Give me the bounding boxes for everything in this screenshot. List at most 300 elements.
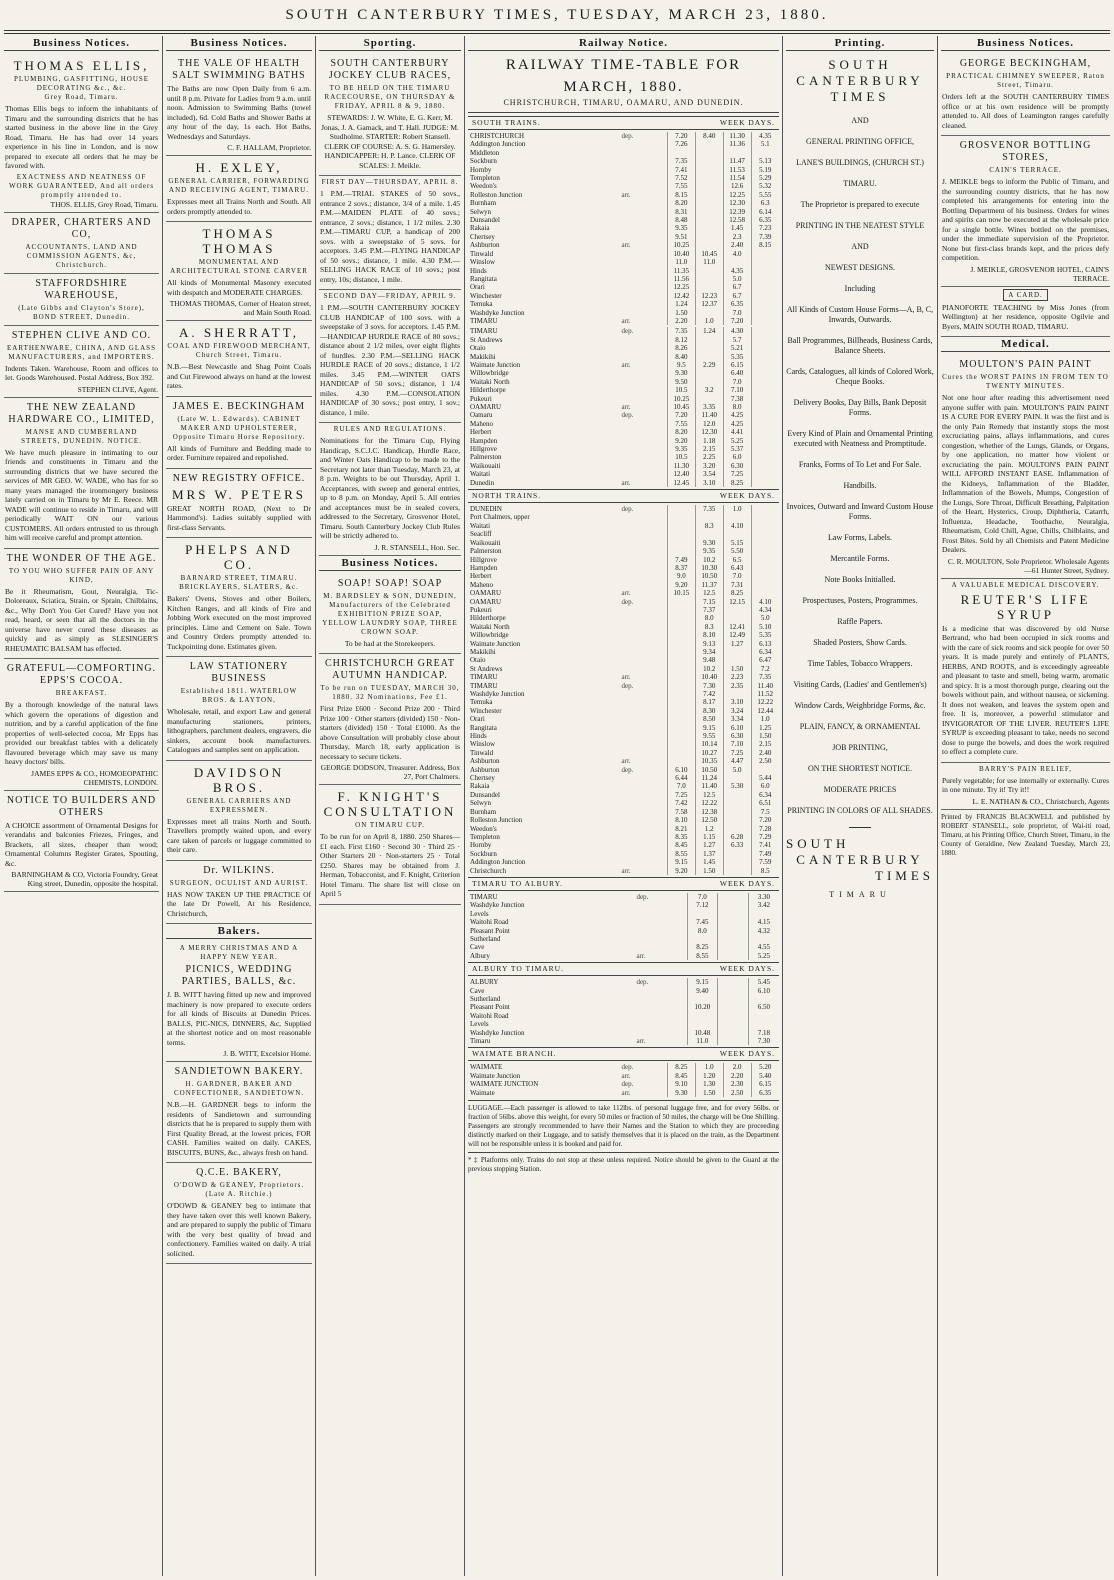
ad-body: The Baths are now Open Daily from 6 a.m. until 8 p.m. Private for Ladies from 9 a.m. until noon. Admission to Swimming Baths (towel included), 6d. Cold Baths and Shower Baths at any hour of the day, 1s each. Hot Baths, Wednesdays and Saturdays. <box>167 84 311 141</box>
train-time <box>751 378 779 386</box>
station-name: Ashburton <box>470 765 500 774</box>
station-name: Waimate Junction <box>470 360 521 369</box>
station-name: Waitohi Road <box>470 918 509 927</box>
train-time: 5.21 <box>723 344 751 352</box>
train-time: 5.0 <box>723 275 751 283</box>
timetable-row <box>468 166 779 174</box>
train-time: 8.10 <box>695 631 723 639</box>
timetable-row <box>468 1020 779 1028</box>
week-days-label: WEEK DAYS. <box>719 1049 775 1059</box>
train-time: 7.0 <box>687 893 718 901</box>
timetable-row <box>468 707 779 715</box>
timetable-row <box>468 132 779 140</box>
station-name: Hampden <box>470 563 498 572</box>
printing-item: ON THE SHORTEST NOTICE. <box>807 764 913 773</box>
train-time <box>667 740 695 748</box>
timetable-row <box>468 174 779 182</box>
train-time <box>751 327 779 335</box>
arr-dep <box>620 816 668 824</box>
timetable-row <box>468 833 779 841</box>
train-time: 7.20 <box>751 816 779 824</box>
ad-body: Expresses meet all trains North and South. Travellers promptly waited upon, and every care taken of parcels or luggage committed to their care. <box>167 816 311 854</box>
ad-reuters-life-syrup <box>941 579 1110 763</box>
column-printing <box>786 36 934 1576</box>
train-time <box>723 799 751 807</box>
station-name: Hillgrove <box>470 445 497 454</box>
ad-signature: C. R. MOULTON, Sole Proprietor. Wholesale Agents—61 Hunter Street, Sydney. <box>947 556 1109 575</box>
timetable-row <box>468 901 779 909</box>
ad-title: NOTICE TO BUILDERS AND OTHERS <box>6 794 157 818</box>
arr-dep: arr. <box>621 190 631 199</box>
ad-title: GROSVENOR BOTTLING STORES, <box>959 140 1092 163</box>
train-time <box>667 707 695 715</box>
station-name: TIMARU <box>470 673 498 682</box>
station-name: Herbert <box>470 572 492 581</box>
printing-item: Franks, Forms of To Let and For Sale. <box>798 460 922 469</box>
train-time: 4.10 <box>751 598 779 606</box>
train-time: 2.23 <box>723 673 751 681</box>
arr-dep <box>620 437 668 445</box>
station-name: Rolleston Junction <box>470 816 523 825</box>
train-time: 6.34 <box>751 791 779 799</box>
ad-h-exley <box>166 156 312 222</box>
timetable-row <box>468 648 779 656</box>
timetable-row <box>468 564 779 572</box>
arr-dep <box>620 623 668 631</box>
train-time: 4.55 <box>748 943 779 951</box>
train-time: 5.29 <box>751 174 779 182</box>
arr-dep: dep. <box>636 978 649 987</box>
arr-dep <box>620 522 668 530</box>
train-time <box>751 317 779 325</box>
station-name: Otaio <box>470 344 486 353</box>
arr-dep <box>634 943 687 951</box>
train-time <box>751 530 779 538</box>
printing-item: Visiting Cards, (Ladies' and Gentlemen's) <box>793 680 927 689</box>
ad-barrys-pain-relief <box>941 763 1110 810</box>
station-name: Burnham <box>470 199 497 208</box>
timetable-row <box>468 149 779 157</box>
arr-dep <box>620 462 668 470</box>
train-time: 8.48 <box>667 216 695 224</box>
train-time: 9.35 <box>667 224 695 232</box>
timetable-row <box>468 927 779 935</box>
train-time <box>695 241 723 249</box>
column-business-notices-2 <box>166 36 312 1576</box>
train-time: 6.3 <box>751 199 779 207</box>
train-time: 1.0 <box>751 715 779 723</box>
train-time: 1.20 <box>695 1072 723 1080</box>
station-name: Chertsey <box>470 774 495 783</box>
train-time: 7.42 <box>667 799 695 807</box>
train-time <box>751 539 779 547</box>
printing-item: PRINTING IN THE NEATEST STYLE <box>795 221 925 230</box>
timetable-row <box>468 241 779 249</box>
train-time: 12.5 <box>695 791 723 799</box>
ad-thomas-ellis <box>4 54 159 213</box>
section-heading: Railway Notice. <box>468 36 779 51</box>
ad-title: THOMAS ELLIS, <box>13 58 150 73</box>
timetable-row <box>468 344 779 352</box>
arr-dep <box>620 224 668 232</box>
ad-title: JAMES E. BECKINGHAM <box>172 400 306 412</box>
train-time <box>718 978 749 986</box>
train-time: 8.55 <box>667 850 695 858</box>
train-time: 5.0 <box>723 766 751 774</box>
train-time: 10.45 <box>667 403 695 411</box>
train-time <box>751 479 779 487</box>
printing-foot-timaru: TIMARU <box>829 890 891 899</box>
arr-dep <box>634 927 687 935</box>
timetable-row <box>468 715 779 723</box>
arr-dep <box>620 665 668 673</box>
station-name: TIMARU <box>470 681 498 690</box>
train-time: 7.5 <box>751 808 779 816</box>
train-time <box>748 910 779 918</box>
ad-signature: JAMES EPPS & CO., HOMOEOPATHIC CHEMISTS, LONDON. <box>31 768 158 787</box>
timetable-row <box>468 1063 779 1071</box>
timetable-row <box>468 935 779 943</box>
train-time: 7.30 <box>748 1037 779 1045</box>
station-name: WAIMATE <box>470 1063 503 1072</box>
timetable-row <box>468 1080 779 1088</box>
timetable-row <box>468 428 779 436</box>
train-time: 12.41 <box>723 623 751 631</box>
ad-body: Wholesale, retail, and export Law and general manufacturing stationers, printers, lithographers, parchment dealers, engravers, die sinkers, account book manufacturers. Catalogues and samples sent on application. <box>167 707 311 754</box>
train-time: 5.35 <box>723 353 751 361</box>
station-name: Dunsandel <box>470 216 500 225</box>
train-time: 2.40 <box>723 241 751 249</box>
arr-dep <box>620 572 668 580</box>
station-name: Selwyn <box>470 207 491 216</box>
arr-dep <box>620 344 668 352</box>
train-time <box>751 309 779 317</box>
arr-dep: arr. <box>636 1037 646 1046</box>
train-time: 10.30 <box>695 564 723 572</box>
station-name: Winslow <box>470 740 495 749</box>
train-time: 9.13 <box>695 640 723 648</box>
arr-dep <box>620 140 668 148</box>
train-time: 8.30 <box>695 707 723 715</box>
train-time: 2.30 <box>723 1080 751 1088</box>
ad-title: SECOND DAY—FRIDAY, APRIL 9. <box>323 292 457 300</box>
arr-dep <box>620 199 668 207</box>
train-time <box>723 648 751 656</box>
column-divider <box>782 36 783 1576</box>
train-time <box>718 893 749 901</box>
train-time: 1.0 <box>695 317 723 325</box>
timetable-row <box>468 470 779 478</box>
train-time: 10.25 <box>667 241 695 249</box>
train-time <box>695 353 723 361</box>
station-name: St Andrews <box>470 335 503 344</box>
ad-title: DAVIDSON BROS. <box>193 764 285 795</box>
arr-dep: dep. <box>636 892 649 901</box>
timetable-row <box>468 505 779 513</box>
train-time: 5.37 <box>723 445 751 453</box>
north-trains-header <box>468 489 779 503</box>
arr-dep <box>634 1012 687 1020</box>
train-time: 5.50 <box>723 547 751 555</box>
printing-item: Window Cards, Weighbridge Forms, &c. <box>794 701 926 710</box>
timetable-albury-timaru <box>468 978 779 1045</box>
timetable-row <box>468 640 779 648</box>
train-time <box>695 199 723 207</box>
printing-item: All Kinds of Custom House Forms—A, B, C, Inwards, Outwards. <box>786 305 934 324</box>
ad-subtitle: ACCOUNTANTS, LAND AND COMMISSION AGENTS, &c, Christchurch. <box>25 242 138 269</box>
week-days-label: WEEK DAYS. <box>719 964 775 974</box>
ad-title: Dr. WILKINS. <box>203 864 275 876</box>
train-time <box>695 166 723 174</box>
column-business-notices-1 <box>4 36 159 1576</box>
train-time: 11.0 <box>687 1037 718 1045</box>
train-time: 9.55 <box>695 732 723 740</box>
ad-moulton-pain-paint <box>941 355 1110 579</box>
ad-body: We have much pleasure in intimating to our friends and constituents in Timaru and the surrounding districts that we have secured the services of MR GEO. W. WADE, who has for so many years managed the ironmongery business lately carried on in Timaru by Mr E. Reece. MR WADE will continue to reside in Timaru, and will periodically WAIT ON our various CUSTOMERS. All orders entrusted to us through him will receive careful and prompt attention. <box>5 447 158 542</box>
station-name: Pukeuri <box>470 605 492 614</box>
train-time: 6.30 <box>723 462 751 470</box>
train-time: 1.0 <box>723 505 751 513</box>
arr-dep <box>620 581 668 589</box>
train-time <box>667 513 695 521</box>
train-time: 6.0 <box>723 453 751 461</box>
train-time: 7.15 <box>695 598 723 606</box>
train-time <box>751 428 779 436</box>
arr-dep: dep. <box>621 1080 634 1089</box>
arr-dep <box>620 369 668 377</box>
south-trains-label: SOUTH TRAINS. <box>472 118 541 127</box>
train-time: 6.28 <box>723 833 751 841</box>
train-time <box>718 1003 749 1011</box>
arr-dep <box>620 157 668 165</box>
train-time: 4.47 <box>723 757 751 765</box>
ad-body: PIANOFORTE TEACHING by Miss Jones (from Wellington) at her residence, opposite Ogilvie and Byers, MAIN SOUTH ROAD, TIMARU. <box>942 302 1109 331</box>
section-heading: Business Notices. <box>166 36 312 51</box>
train-time <box>687 935 718 943</box>
ad-subtitle: TO BE HELD ON THE TIMARU RACECOURSE, ON THURSDAY & FRIDAY, APRIL 8 & 9, 1880. <box>324 84 456 110</box>
train-time: 11.47 <box>723 157 751 165</box>
arr-dep <box>620 631 668 639</box>
column-divider <box>937 36 938 1576</box>
timetable-row <box>468 1089 779 1097</box>
train-time <box>718 1029 749 1037</box>
section-heading: Business Notices. <box>941 36 1110 51</box>
timetable-row <box>468 1072 779 1080</box>
printing-item: Ball Programmes, Billheads, Business Cards, Balance Sheets. <box>787 336 933 355</box>
station-name: Sutherland <box>470 995 501 1003</box>
ad-title: A. SHERRATT, <box>179 325 299 340</box>
train-time: 10.35 <box>695 757 723 765</box>
section-heading: Medical. <box>941 337 1110 352</box>
station-name: Burnham <box>470 807 497 816</box>
ad-body: Indents Taken. Warehouse, Room and offices to let. Goods Warehoused. Postal Address, Box 392. <box>5 363 158 382</box>
train-time: 6.34 <box>751 648 779 656</box>
race-second-day <box>319 290 461 423</box>
train-time: 8.0 <box>695 614 723 622</box>
train-time: 7.18 <box>748 1029 779 1037</box>
train-time: 12.39 <box>723 208 751 216</box>
ad-title: H. EXLEY, <box>195 160 283 175</box>
ad-body: Expresses meet all Trains North and South. All orders promptly attended to. <box>167 197 311 216</box>
printing-item: NEWEST DESIGNS. <box>824 263 896 272</box>
printing-foot-south: SOUTH <box>786 836 850 851</box>
arr-dep <box>620 386 668 394</box>
train-time: 7.55 <box>667 182 695 190</box>
train-time <box>695 140 723 148</box>
train-time <box>695 336 723 344</box>
train-time: 5.45 <box>748 978 779 986</box>
train-time: 8.25 <box>667 1063 695 1071</box>
timetable-row <box>468 673 779 681</box>
train-time: 4.35 <box>751 132 779 140</box>
station-name: Waikouaiti <box>470 461 501 470</box>
ad-subtitle: MRS W. PETERS <box>171 486 306 502</box>
timaru-albury-header <box>468 877 779 891</box>
train-time: 11.54 <box>723 174 751 182</box>
station-name: Willowbridge <box>470 369 509 378</box>
station-name: Pleasant Point <box>470 1003 510 1012</box>
train-time: 10.2 <box>695 665 723 673</box>
station-name: Chertsey <box>470 232 495 241</box>
arr-dep <box>620 283 668 291</box>
train-time <box>751 386 779 394</box>
train-time: 6.15 <box>723 361 751 369</box>
train-time: 6.50 <box>748 1003 779 1011</box>
train-time: 10.15 <box>667 589 695 597</box>
train-time: 8.3 <box>695 623 723 631</box>
train-time: 9.40 <box>687 987 718 995</box>
arr-dep <box>620 690 668 698</box>
albury-timaru-header <box>468 962 779 976</box>
station-name: Rangitata <box>470 274 497 283</box>
train-time: 5.35 <box>751 631 779 639</box>
arr-dep <box>620 445 668 453</box>
arr-dep: arr. <box>621 241 631 250</box>
ad-body: 1 P.M.—SOUTH CANTERBURY JOCKEY CLUB HANDICAP of 100 sovs. with a sweepstake of 3 sovs. for acceptors. 1.45 P.M.—HANDICAP HURDLE RACE of 80 sovs.; distance about 2 1/2 miles, over eight flights of hurdles. 2.30 P.M.—SELLING HACK HURDLE RACE of 20 sovs.; distance, 1 1/2 miles. 3.45 P.M.—WINTER OATS HANDICAP of 50 sovs.; distance, 1 1/4 miles. 4.30 P.M.—CONSOLATION HANDICAP of 30 sovs.; post entry, 1 sov.; distance, 1 mile. <box>320 303 460 417</box>
timetable-row <box>468 598 779 606</box>
ad-subtitle: O'DOWD & GEANEY, Proprietors. (Late A. Ritchie.) <box>173 1181 305 1198</box>
ad-subtitle: M. BARDSLEY & SON, DUNEDIN, Manufacturers of the Celebrated EXHIBITION PRIZE SOAP, YELLOW LAUNDRY SOAP, THREE CROWN SOAP. <box>322 591 458 636</box>
printing-item: The Proprietor is prepared to execute <box>800 200 920 209</box>
train-time <box>751 572 779 580</box>
train-time <box>751 453 779 461</box>
station-name: Willowbridge <box>470 631 509 640</box>
train-time: 7.41 <box>667 166 695 174</box>
printing-item: PRINTING IN COLORS OF ALL SHADES. <box>787 806 933 815</box>
train-time <box>695 191 723 199</box>
train-time: 10.14 <box>695 740 723 748</box>
timetable-row <box>468 1012 779 1020</box>
ad-title: GRATEFUL—COMFORTING. EPPS'S COCOA. <box>6 663 157 686</box>
train-time: 3.35 <box>695 403 723 411</box>
timetable-row <box>468 816 779 824</box>
train-time <box>723 774 751 782</box>
timetable-row <box>468 283 779 291</box>
station-name: Addington Junction <box>470 858 526 867</box>
train-time: 7.37 <box>695 606 723 614</box>
train-time <box>751 353 779 361</box>
train-time: 5.55 <box>751 191 779 199</box>
train-time: 9.30 <box>695 539 723 547</box>
train-time: 4.35 <box>723 267 751 275</box>
station-name: Oamaru <box>470 411 493 420</box>
ad-body: Purely vegetable; for use internally or externally. Cures in one minute. Try it! Try it!! <box>942 775 1109 794</box>
train-time <box>667 673 695 681</box>
ad-title: SOAP! SOAP! SOAP <box>337 577 443 589</box>
ad-body: Be it Rheumatism, Gout, Neuralgia, Tic-Doloreaux, Sciatica, Strain, or Sprain, Chilblains, &c., Why Don't You Get Cured? Have you not read, heard, or seen that all the doctors in the universe have never cured these diseases as quickly and as simply as SLESINGER'S RHEUMATIC BALSAM has effected. <box>5 586 158 653</box>
timetable-row <box>468 918 779 926</box>
arr-dep: dep. <box>621 411 634 420</box>
station-name: Pleasant Point <box>470 926 510 935</box>
station-name: Hinds <box>470 266 487 275</box>
train-time: 10.27 <box>695 749 723 757</box>
arr-dep <box>620 300 668 308</box>
timetable-row <box>468 275 779 283</box>
station-name: Tinwald <box>470 249 494 258</box>
timetable-row <box>468 522 779 530</box>
ad-subtitle: MONUMENTAL AND ARCHITECTURAL STONE CARVER <box>170 258 308 275</box>
train-time <box>723 656 751 664</box>
arr-dep <box>620 724 668 732</box>
printing-item: Prospectuses, Posters, Programmes. <box>802 596 918 605</box>
station-name: Waimate Junction <box>470 1071 521 1080</box>
ad-signature: J. B. WITT, Excelsior Home. <box>223 1049 311 1058</box>
arr-dep <box>620 698 668 706</box>
train-time: 1.18 <box>695 437 723 445</box>
train-time: 7.20 <box>667 132 695 140</box>
train-time: 4.41 <box>723 428 751 436</box>
timetable-title: RAILWAY TIME-TABLE FOR MARCH, 1880. <box>505 57 742 95</box>
train-time: 12.50 <box>695 816 723 824</box>
train-time: 12.45 <box>667 479 695 487</box>
ad-body: All kinds of Monumental Masonry executed with despatch and MODERATE CHARGES. <box>167 278 311 297</box>
train-time: 4.32 <box>748 927 779 935</box>
train-time: 11.52 <box>751 690 779 698</box>
train-time <box>718 987 749 995</box>
ad-signature: L. E. NATHAN & CO., Christchurch, Agents <box>972 796 1109 806</box>
ad-title: RULES AND REGULATIONS. <box>333 425 447 433</box>
station-name: Winchester <box>470 291 502 300</box>
ad-thomas-thomas <box>166 222 312 321</box>
timetable-row <box>468 327 779 335</box>
ad-salt-baths <box>166 54 312 156</box>
station-name: Waitaki North <box>470 377 510 386</box>
train-time: 11.40 <box>695 782 723 790</box>
train-time: 5.44 <box>751 774 779 782</box>
station-name: Waitati <box>470 521 491 530</box>
train-time: 8.25 <box>723 589 751 597</box>
train-time: 4.30 <box>723 327 751 335</box>
ad-title: DRAPER, CHARTERS AND CO, <box>11 216 152 240</box>
arr-dep <box>620 782 668 790</box>
timetable-row <box>468 233 779 241</box>
train-time: 1.27 <box>723 640 751 648</box>
arr-dep: arr. <box>621 478 631 487</box>
train-time <box>718 927 749 935</box>
train-time: 9.50 <box>667 378 695 386</box>
timetable-row <box>468 182 779 190</box>
train-time: 11.30 <box>723 132 751 140</box>
station-name: Hornby <box>470 841 492 850</box>
station-name: Orari <box>470 283 485 292</box>
arr-dep <box>620 564 668 572</box>
train-time: 6.14 <box>751 208 779 216</box>
train-time <box>748 935 779 943</box>
section-heading: Sporting. <box>319 36 461 51</box>
station-name: Hinds <box>470 732 487 741</box>
ad-subtitle: GENERAL CARRIERS AND EXPRESSMEN. <box>186 796 292 814</box>
station-name: Makikihi <box>470 647 496 656</box>
